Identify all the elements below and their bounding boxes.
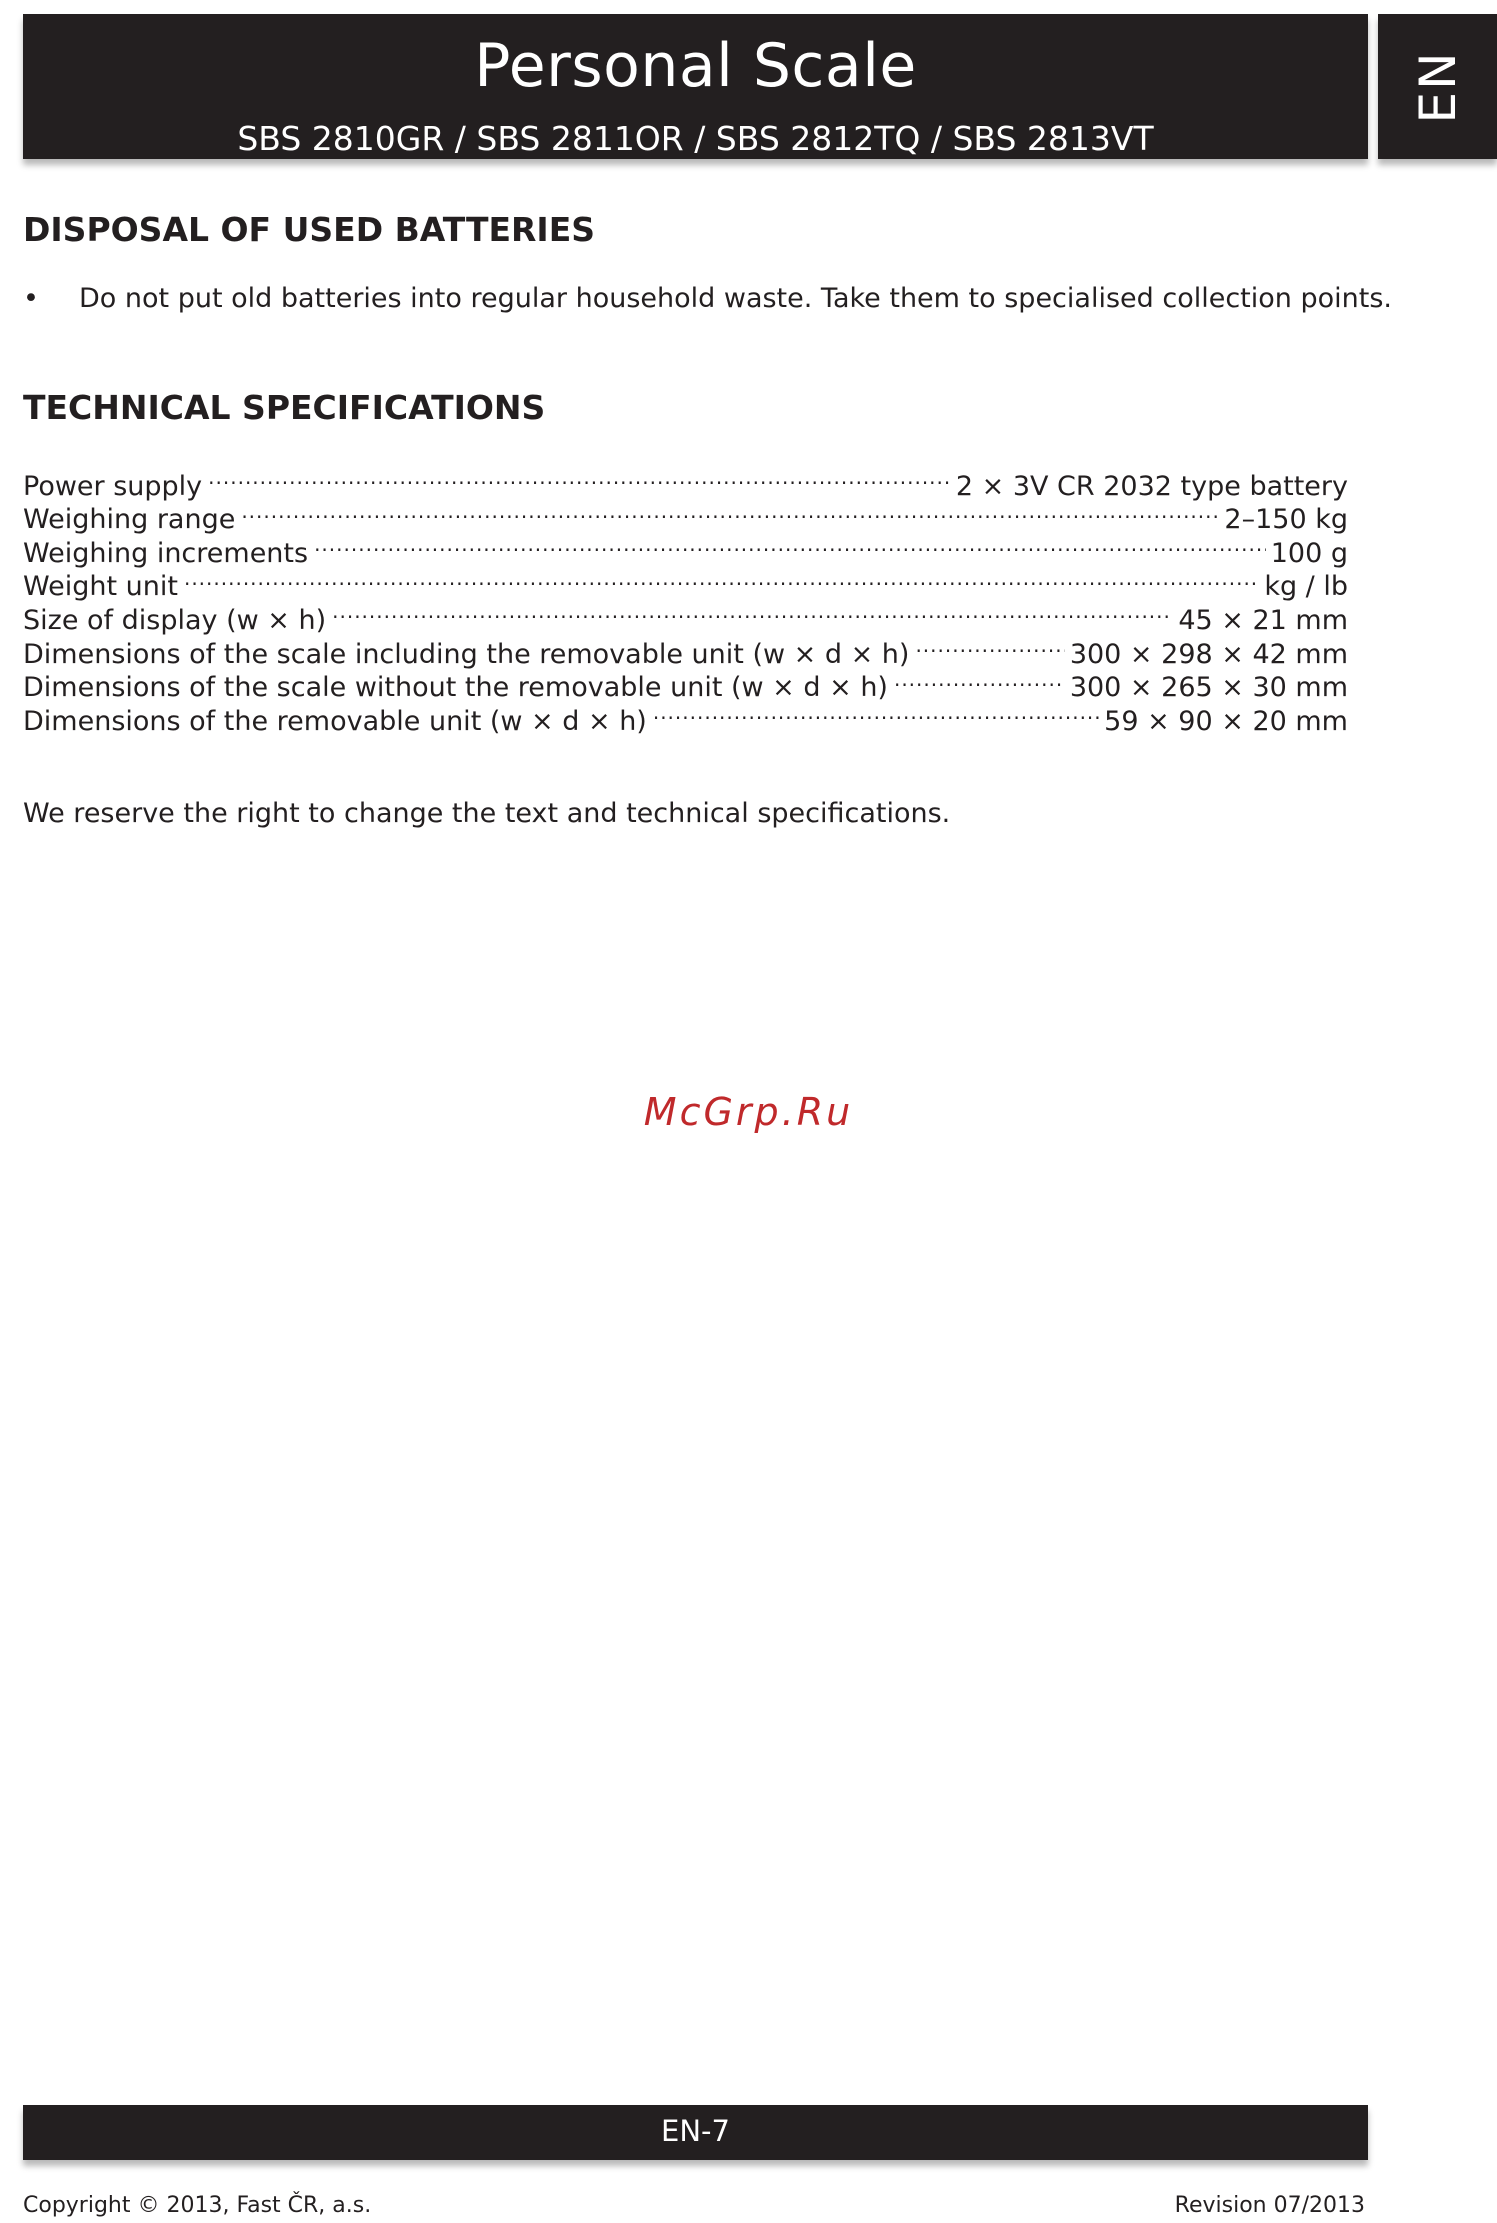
spec-value: 100 g	[1270, 537, 1348, 569]
spec-value: 59 × 90 × 20 mm	[1104, 705, 1348, 737]
spec-row-power-supply	[23, 461, 1348, 502]
dot-leader	[184, 562, 1259, 596]
dot-leader	[653, 696, 1099, 730]
spec-row-display-size	[23, 595, 1348, 636]
language-tab	[1378, 14, 1497, 159]
copyright-text: Copyright © 2013, Fast ČR, a.s.	[23, 2193, 372, 2218]
document-title: Personal Scale	[474, 31, 917, 101]
spec-value: 300 × 298 × 42 mm	[1069, 638, 1348, 670]
spec-row-weight-unit	[23, 562, 1348, 603]
dot-leader	[208, 461, 951, 495]
footer-bar	[23, 2105, 1368, 2160]
bullet-icon: •	[23, 283, 39, 314]
dot-leader	[915, 629, 1064, 663]
spec-label: Power supply	[23, 470, 203, 502]
language-label: EN	[1408, 50, 1467, 123]
spec-value: 45 × 21 mm	[1178, 604, 1348, 636]
spec-label: Size of display (w × h)	[23, 604, 327, 636]
dot-leader	[314, 528, 1266, 562]
spec-label: Dimensions of the removable unit (w × d × h)	[23, 705, 647, 737]
revision-text: Revision 07/2013	[1174, 2193, 1365, 2218]
model-numbers: SBS 2810GR / SBS 2811OR / SBS 2812TQ / SBS 2813VT	[237, 119, 1154, 158]
specs-list	[23, 461, 1348, 737]
disposal-bullet-text: Do not put old batteries into regular household waste. Take them to specialised collection points.	[79, 283, 1392, 314]
watermark-text: McGrp.Ru	[643, 1090, 854, 1134]
header-banner	[23, 14, 1368, 159]
spec-label: Weight unit	[23, 571, 178, 603]
dot-leader	[894, 663, 1065, 697]
spec-value: kg / lb	[1264, 571, 1348, 603]
spec-row-weighing-range	[23, 495, 1348, 536]
spec-label: Weighing increments	[23, 537, 309, 569]
specs-heading: TECHNICAL SPECIFICATIONS	[23, 388, 546, 427]
spec-label: Dimensions of the scale including the removable unit (w × d × h)	[23, 638, 910, 670]
page-number: EN-7	[661, 2114, 730, 2148]
dot-leader	[241, 495, 1219, 529]
disposal-heading: DISPOSAL OF USED BATTERIES	[23, 210, 596, 249]
disclaimer-text: We reserve the right to change the text and technical specifications.	[23, 798, 951, 829]
dot-leader	[332, 595, 1173, 629]
spec-label: Dimensions of the scale without the removable unit (w × d × h)	[23, 672, 888, 704]
spec-value: 2 × 3V CR 2032 type battery	[955, 470, 1348, 502]
spec-value: 2–150 kg	[1224, 504, 1348, 536]
spec-value: 300 × 265 × 30 mm	[1069, 672, 1348, 704]
spec-label: Weighing range	[23, 504, 236, 536]
